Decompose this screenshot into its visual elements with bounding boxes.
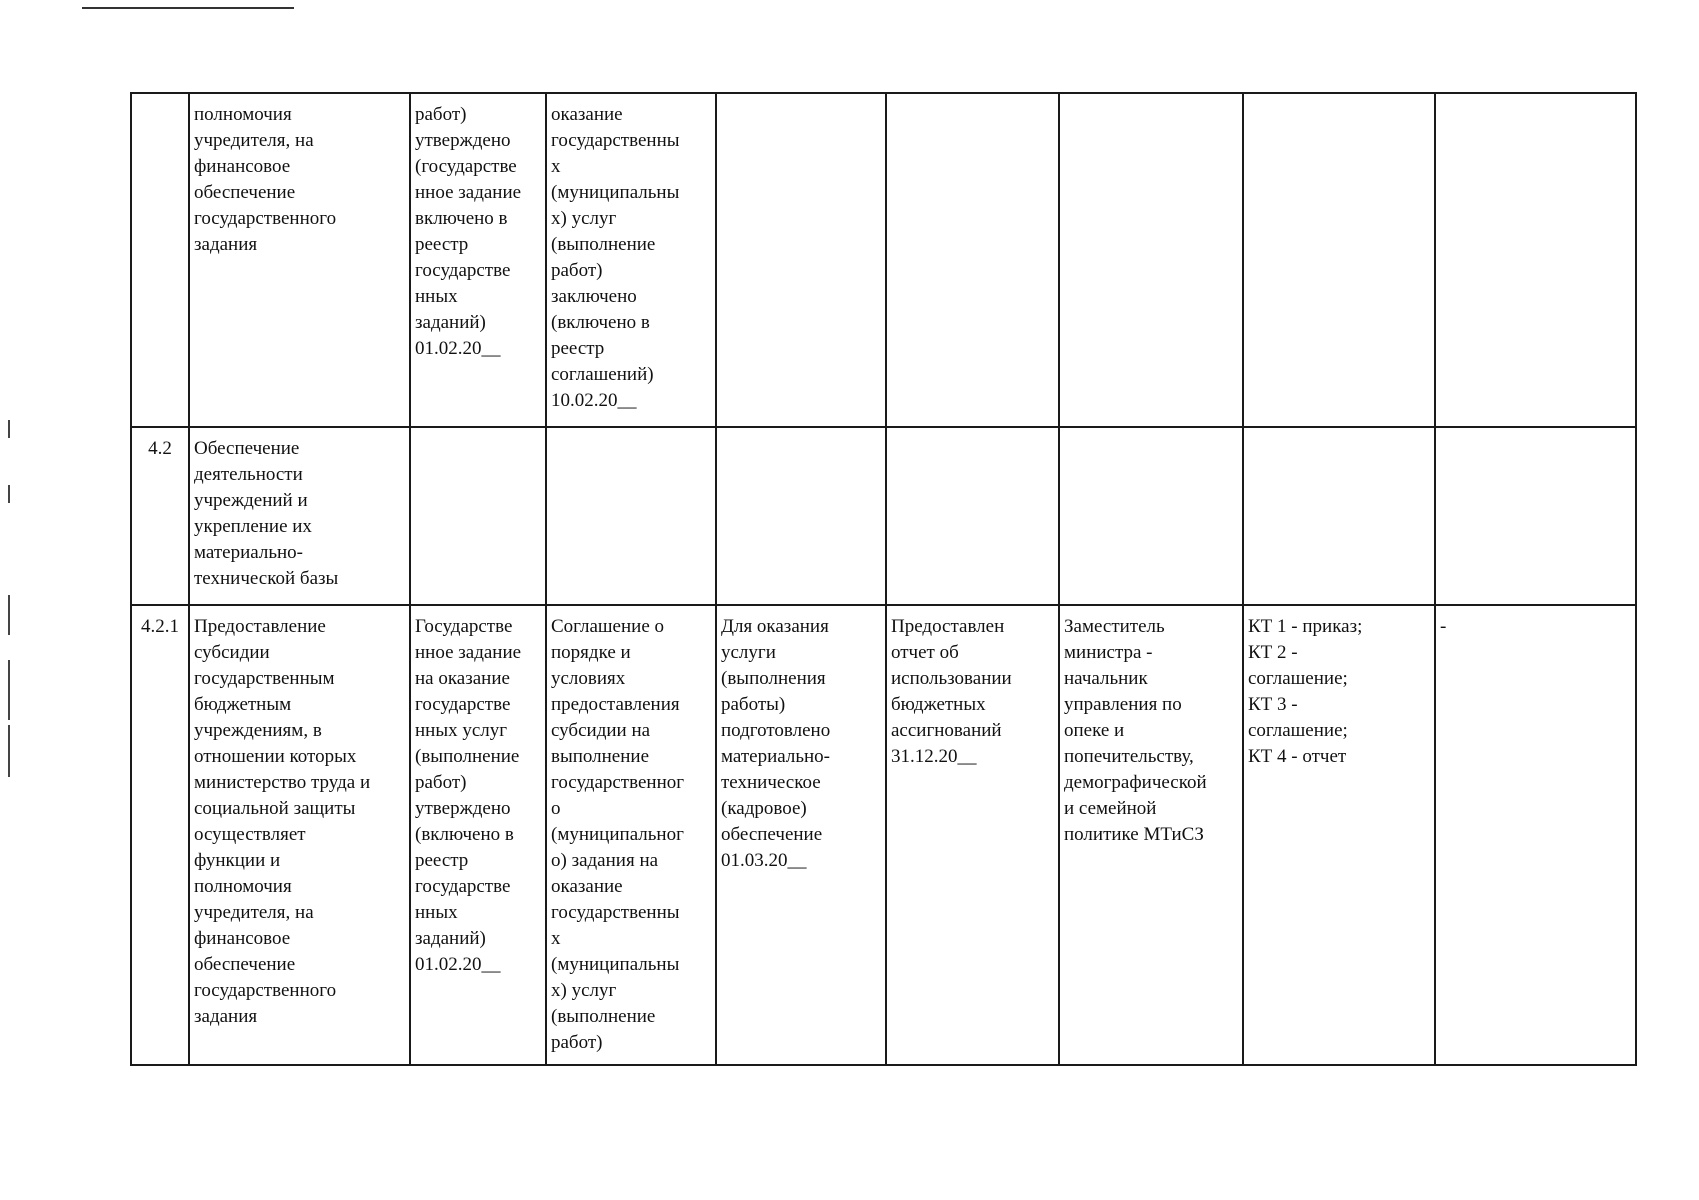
row-number: 4.2.1 bbox=[131, 605, 189, 1065]
plan-table bbox=[130, 92, 1637, 1066]
cell-col5 bbox=[716, 93, 886, 427]
cell-col9 bbox=[1435, 93, 1636, 427]
cell-col3 bbox=[410, 427, 546, 605]
margin-mark bbox=[8, 595, 10, 635]
cell-col4: Соглашение о порядке и условиях предоставления субсидии на выполнение государственног о (муниципальног о) задания на оказание государственны х (муниципальны х) услуг (выполнение работ) bbox=[546, 605, 716, 1065]
cell-col8 bbox=[1243, 93, 1435, 427]
margin-mark bbox=[8, 725, 10, 777]
cell-col5 bbox=[716, 427, 886, 605]
row-number: 4.2 bbox=[131, 427, 189, 605]
cell-col8: КТ 1 - приказ; КТ 2 - соглашение; КТ 3 - соглашение; КТ 4 - отчет bbox=[1243, 605, 1435, 1065]
table-row bbox=[131, 93, 1636, 427]
table-row bbox=[131, 427, 1636, 605]
margin-mark bbox=[8, 660, 10, 720]
cell-col7 bbox=[1059, 427, 1243, 605]
activity-name: Предоставление субсидии государственным бюджетным учреждениям, в отношении которых министерство труда и социальной защиты осуществляет функции и полномочия учредителя, на финансовое обеспечение государственного задания bbox=[189, 605, 410, 1065]
cell-col9: - bbox=[1435, 605, 1636, 1065]
cell-col7: Заместитель министра - начальник управления по опеке и попечительству, демографической и семейной политике МТиСЗ bbox=[1059, 605, 1243, 1065]
table-row bbox=[131, 605, 1636, 1065]
row-number bbox=[131, 93, 189, 427]
cell-col7 bbox=[1059, 93, 1243, 427]
cell-col6 bbox=[886, 427, 1059, 605]
cell-col4: оказание государственны х (муниципальны х) услуг (выполнение работ) заключено (включено в реестр соглашений) 10.02.20__ bbox=[546, 93, 716, 427]
activity-name: Обеспечение деятельности учреждений и укрепление их материально- технической базы bbox=[189, 427, 410, 605]
cell-col3: Государстве нное задание на оказание государстве нных услуг (выполнение работ) утверждено (включено в реестр государстве нных заданий) 01.02.20__ bbox=[410, 605, 546, 1065]
activity-name: полномочия учредителя, на финансовое обеспечение государственного задания bbox=[189, 93, 410, 427]
margin-mark bbox=[8, 485, 10, 503]
cell-col8 bbox=[1243, 427, 1435, 605]
cell-col3: работ) утверждено (государстве нное задание включено в реестр государстве нных заданий) 01.02.20__ bbox=[410, 93, 546, 427]
cell-col6 bbox=[886, 93, 1059, 427]
top-scan-line bbox=[82, 7, 294, 9]
cell-col9 bbox=[1435, 427, 1636, 605]
cell-col4 bbox=[546, 427, 716, 605]
cell-col5: Для оказания услуги (выполнения работы) подготовлено материально- техническое (кадровое) обеспечение 01.03.20__ bbox=[716, 605, 886, 1065]
cell-col6: Предоставлен отчет об использовании бюджетных ассигнований 31.12.20__ bbox=[886, 605, 1059, 1065]
margin-mark bbox=[8, 420, 10, 438]
